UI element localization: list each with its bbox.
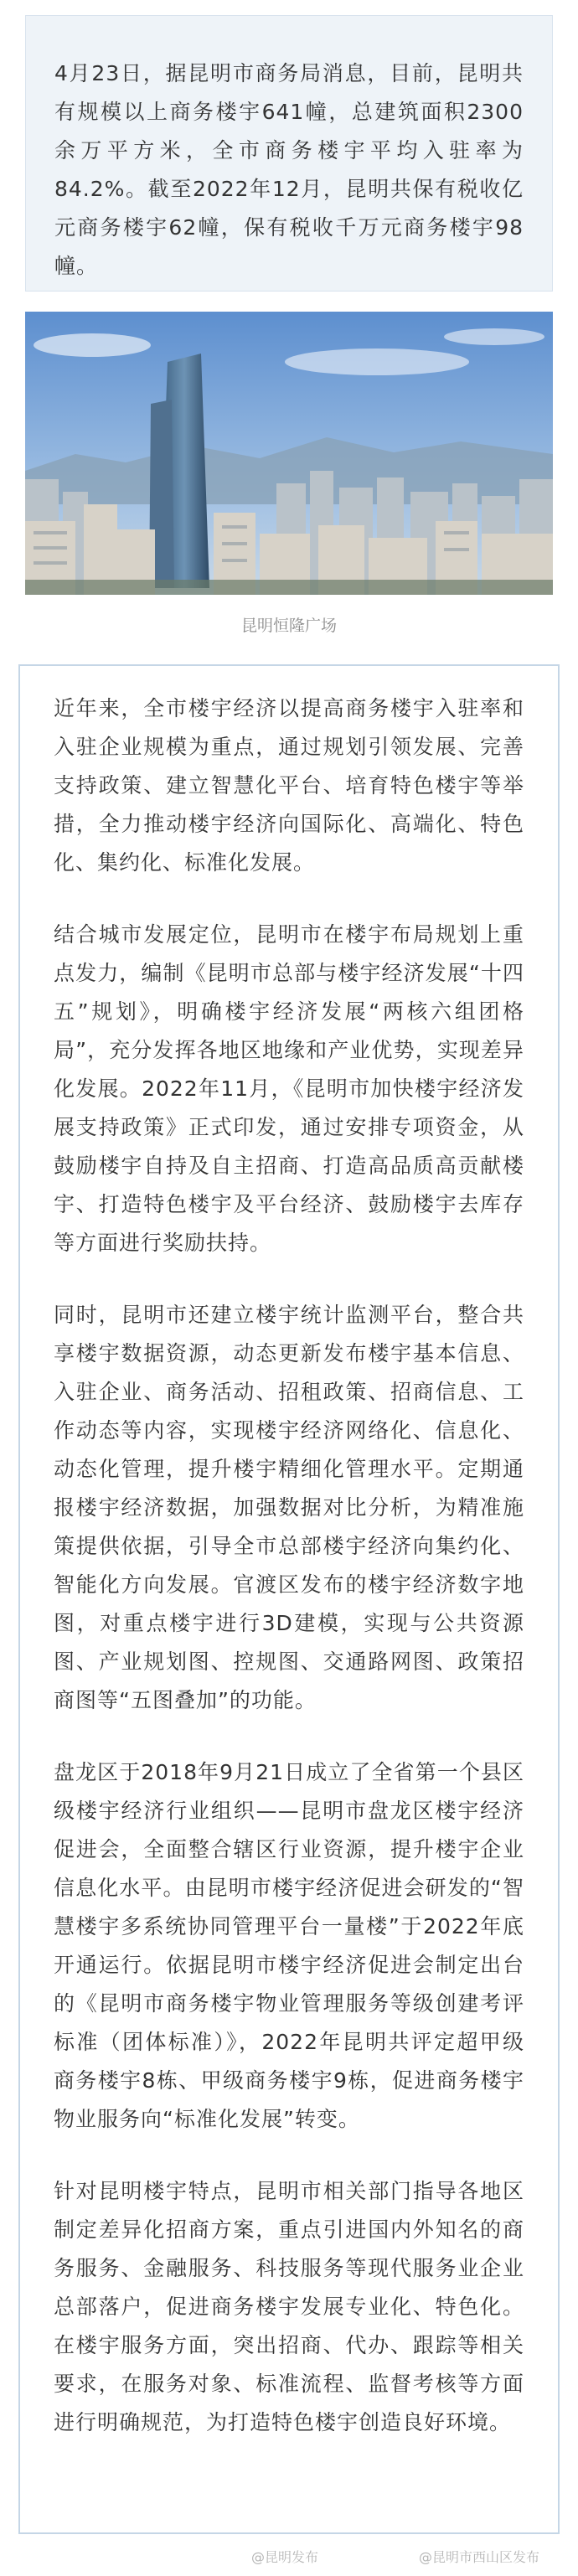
city-skyline-image — [25, 312, 553, 595]
article-photo — [25, 312, 553, 595]
paragraph-1: 近年来，全市楼宇经济以提高商务楼宇入驻率和入驻企业规模为重点，通过规划引领发展、完善支持政策、建立智慧化平台、培育特色楼宇等举措，全力推动楼宇经济向国际化、高端化、特色化、集约化、标准化发展。 — [54, 696, 524, 875]
paragraph-2: 结合城市发展定位，昆明市在楼宇布局规划上重点发力，编制《昆明市总部与楼宇经济发展“十四五”规划》，明确楼宇经济发展“两核六组团格局”，充分发挥各地区地缘和产业优势，实现差异化发展。2022年11月，《昆明市加快楼宇经济发展支持政策》正式印发，通过安排专项资金，从鼓励楼宇自持及自主招商、打造高品质高贡献楼宇、打造特色楼宇及平台经济、鼓励楼宇去库存等方面进行奖励扶持。 — [54, 922, 524, 1255]
watermark-left: @昆明发布 — [251, 2549, 319, 2565]
paragraph-4: 盘龙区于2018年9月21日成立了全省第一个县区级楼宇经济行业组织——昆明市盘龙区楼宇经济促进会，全面整合辖区行业资源，提升楼宇企业信息化水平。由昆明市楼宇经济促进会研发的“智慧楼宇多系统协同管理平台一量楼”于2022年底开通运行。依据昆明市楼宇经济促进会制定出台的《昆明市商务楼宇物业管理服务等级创建考评标准（团体标准）》，2022年昆明共评定超甲级商务楼宇8栋、甲级商务楼宇9栋，促进商务楼宇物业服务向“标准化发展”转变。 — [54, 1760, 524, 2131]
summary-box — [25, 15, 553, 292]
article-body — [18, 664, 560, 2534]
watermarks — [0, 2547, 578, 2572]
paragraph-5: 针对昆明楼宇特点，昆明市相关部门指导各地区制定差异化招商方案，重点引进国内外知名的商务服务、金融服务、科技服务等现代服务业企业总部落户，促进商务楼宇发展专业化、特色化。在楼宇服务方面，突出招商、代办、跟踪等相关要求，在服务对象、标准流程、监督考核等方面进行明确规范，为打造特色楼宇创造良好环境。 — [54, 2179, 524, 2434]
paragraph-3: 同时，昆明市还建立楼宇统计监测平台，整合共享楼宇数据资源，动态更新发布楼宇基本信息、入驻企业、商务活动、招租政策、招商信息、工作动态等内容，实现楼宇经济网络化、信息化、动态化管理，提升楼宇精细化管理水平。定期通报楼宇经济数据，加强数据对比分析，为精准施策提供依据，引导全市总部楼宇经济向集约化、智能化方向发展。官渡区发布的楼宇经济数字地图，对重点楼宇进行3D建模，实现与公共资源图、产业规划图、控规图、交通路网图、政策招商图等“五图叠加”的功能。 — [54, 1303, 524, 1712]
photo-caption: 昆明恒隆广场 — [240, 617, 337, 635]
watermark-right: @昆明市西山区发布 — [419, 2549, 540, 2565]
summary-text: 4月23日，据昆明市商务局消息，目前，昆明共有规模以上商务楼宇641幢，总建筑面积2300余万平方米，全市商务楼宇平均入驻率为84.2%。截至2022年12月，昆明共保有税收亿元商务楼宇62幢，保有税收千万元商务楼宇98幢。 — [54, 61, 524, 278]
